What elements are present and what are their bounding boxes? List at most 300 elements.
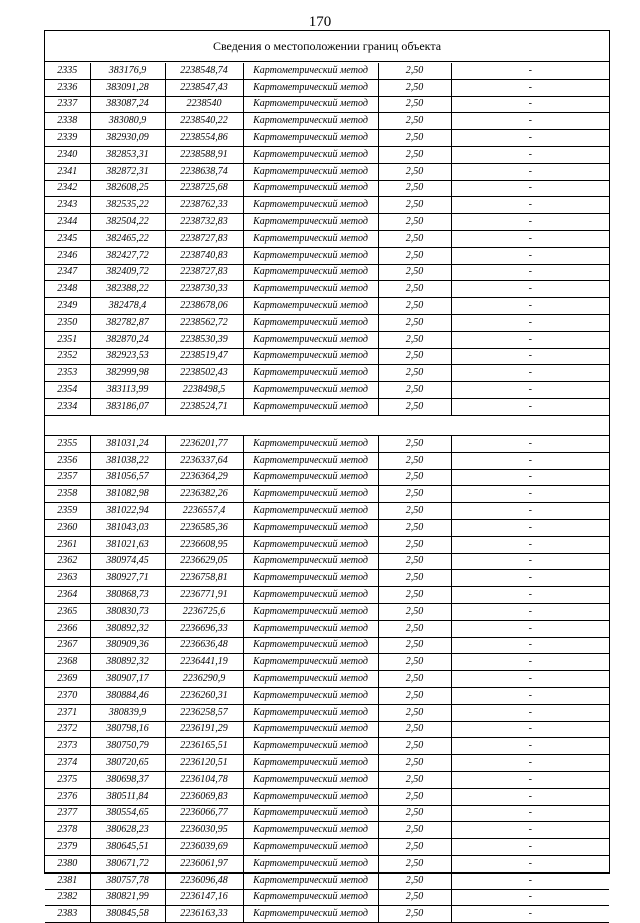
table-row bbox=[45, 503, 609, 520]
method-cell: Картометрический метод bbox=[243, 79, 378, 96]
table-row bbox=[45, 130, 609, 147]
table-row bbox=[45, 603, 609, 620]
point-number-cell: 2367 bbox=[45, 637, 90, 654]
table-row bbox=[45, 872, 609, 889]
accuracy-cell: 2,50 bbox=[378, 382, 451, 399]
coord-x-cell: 382782,87 bbox=[90, 314, 165, 331]
point-number-cell: 2352 bbox=[45, 348, 90, 365]
accuracy-cell: 2,50 bbox=[378, 180, 451, 197]
table-row bbox=[45, 146, 609, 163]
table-row bbox=[45, 197, 609, 214]
method-cell: Картометрический метод bbox=[243, 348, 378, 365]
accuracy-cell: 2,50 bbox=[378, 603, 451, 620]
method-cell: Картометрический метод bbox=[243, 906, 378, 923]
point-number-cell: 2365 bbox=[45, 603, 90, 620]
table-row bbox=[45, 382, 609, 399]
coord-x-cell: 383087,24 bbox=[90, 96, 165, 113]
accuracy-cell: 2,50 bbox=[378, 63, 451, 79]
table-row bbox=[45, 704, 609, 721]
method-cell: Картометрический метод bbox=[243, 872, 378, 889]
coord-y-cell: 2238730,33 bbox=[165, 281, 243, 298]
coord-x-cell: 382388,22 bbox=[90, 281, 165, 298]
table-row bbox=[45, 247, 609, 264]
coord-y-cell: 2238725,68 bbox=[165, 180, 243, 197]
method-cell: Картометрический метод bbox=[243, 96, 378, 113]
coord-x-cell: 382504,22 bbox=[90, 214, 165, 231]
description-cell: - bbox=[451, 503, 609, 520]
coord-x-cell: 383186,07 bbox=[90, 398, 165, 415]
table-row bbox=[45, 755, 609, 772]
table-row bbox=[45, 63, 609, 79]
coord-y-cell: 2238740,83 bbox=[165, 247, 243, 264]
coord-y-cell: 2238540 bbox=[165, 96, 243, 113]
description-cell: - bbox=[451, 264, 609, 281]
point-number-cell: 2381 bbox=[45, 872, 90, 889]
description-cell: - bbox=[451, 839, 609, 856]
method-cell: Картометрический метод bbox=[243, 331, 378, 348]
point-number-cell: 2348 bbox=[45, 281, 90, 298]
coord-y-cell: 2238530,39 bbox=[165, 331, 243, 348]
method-cell: Картометрический метод bbox=[243, 63, 378, 79]
description-cell: - bbox=[451, 687, 609, 704]
accuracy-cell: 2,50 bbox=[378, 687, 451, 704]
method-cell: Картометрический метод bbox=[243, 519, 378, 536]
table-row bbox=[45, 452, 609, 469]
point-number-cell: 2340 bbox=[45, 146, 90, 163]
coord-y-cell: 2238540,22 bbox=[165, 113, 243, 130]
point-number-cell: 2338 bbox=[45, 113, 90, 130]
coord-y-cell: 2238502,43 bbox=[165, 365, 243, 382]
accuracy-cell: 2,50 bbox=[378, 298, 451, 315]
coord-y-cell: 2236260,31 bbox=[165, 687, 243, 704]
coord-x-cell: 380671,72 bbox=[90, 855, 165, 872]
coord-y-cell: 2238762,33 bbox=[165, 197, 243, 214]
accuracy-cell: 2,50 bbox=[378, 163, 451, 180]
coord-y-cell: 2236039,69 bbox=[165, 839, 243, 856]
table-row bbox=[45, 839, 609, 856]
coord-x-cell: 380892,32 bbox=[90, 620, 165, 637]
point-number-cell: 2383 bbox=[45, 906, 90, 923]
point-number-cell: 2337 bbox=[45, 96, 90, 113]
point-number-cell: 2351 bbox=[45, 331, 90, 348]
table-row bbox=[45, 519, 609, 536]
coord-x-cell: 380554,65 bbox=[90, 805, 165, 822]
point-number-cell: 2361 bbox=[45, 536, 90, 553]
description-cell: - bbox=[451, 247, 609, 264]
point-number-cell: 2379 bbox=[45, 839, 90, 856]
table-row bbox=[45, 553, 609, 570]
description-cell: - bbox=[451, 63, 609, 79]
method-cell: Картометрический метод bbox=[243, 570, 378, 587]
coord-y-cell: 2236165,51 bbox=[165, 738, 243, 755]
point-number-cell: 2369 bbox=[45, 671, 90, 688]
method-cell: Картометрический метод bbox=[243, 704, 378, 721]
description-cell: - bbox=[451, 536, 609, 553]
coord-y-cell: 2238727,83 bbox=[165, 230, 243, 247]
description-cell: - bbox=[451, 197, 609, 214]
coord-x-cell: 380909,36 bbox=[90, 637, 165, 654]
description-cell: - bbox=[451, 348, 609, 365]
coord-y-cell: 2236096,48 bbox=[165, 872, 243, 889]
point-number-cell: 2346 bbox=[45, 247, 90, 264]
table-row bbox=[45, 331, 609, 348]
method-cell: Картометрический метод bbox=[243, 822, 378, 839]
point-number-cell: 2372 bbox=[45, 721, 90, 738]
coord-x-cell: 381022,94 bbox=[90, 503, 165, 520]
point-number-cell: 2353 bbox=[45, 365, 90, 382]
point-number-cell: 2373 bbox=[45, 738, 90, 755]
description-cell: - bbox=[451, 805, 609, 822]
coord-x-cell: 381031,24 bbox=[90, 436, 165, 452]
method-cell: Картометрический метод bbox=[243, 298, 378, 315]
description-cell: - bbox=[451, 436, 609, 452]
accuracy-cell: 2,50 bbox=[378, 587, 451, 604]
page-number: 170 bbox=[308, 14, 332, 30]
method-cell: Картометрический метод bbox=[243, 452, 378, 469]
description-cell: - bbox=[451, 570, 609, 587]
accuracy-cell: 2,50 bbox=[378, 822, 451, 839]
coord-x-cell: 381056,57 bbox=[90, 469, 165, 486]
accuracy-cell: 2,50 bbox=[378, 79, 451, 96]
table-row bbox=[45, 348, 609, 365]
coord-x-cell: 380757,78 bbox=[90, 872, 165, 889]
table-row bbox=[45, 113, 609, 130]
table-row bbox=[45, 889, 609, 906]
coord-y-cell: 2236636,48 bbox=[165, 637, 243, 654]
table-row bbox=[45, 906, 609, 923]
coord-y-cell: 2236557,4 bbox=[165, 503, 243, 520]
accuracy-cell: 2,50 bbox=[378, 146, 451, 163]
accuracy-cell: 2,50 bbox=[378, 738, 451, 755]
method-cell: Картометрический метод bbox=[243, 654, 378, 671]
accuracy-cell: 2,50 bbox=[378, 197, 451, 214]
table-row bbox=[45, 96, 609, 113]
accuracy-cell: 2,50 bbox=[378, 130, 451, 147]
accuracy-cell: 2,50 bbox=[378, 721, 451, 738]
coord-x-cell: 381038,22 bbox=[90, 452, 165, 469]
accuracy-cell: 2,50 bbox=[378, 452, 451, 469]
accuracy-cell: 2,50 bbox=[378, 671, 451, 688]
coord-y-cell: 2238732,83 bbox=[165, 214, 243, 231]
description-cell: - bbox=[451, 704, 609, 721]
coord-y-cell: 2236771,91 bbox=[165, 587, 243, 604]
coord-y-cell: 2236069,83 bbox=[165, 788, 243, 805]
method-cell: Картометрический метод bbox=[243, 281, 378, 298]
coord-x-cell: 380821,99 bbox=[90, 889, 165, 906]
method-cell: Картометрический метод bbox=[243, 486, 378, 503]
coord-x-cell: 383080,9 bbox=[90, 113, 165, 130]
point-number-cell: 2350 bbox=[45, 314, 90, 331]
point-number-cell: 2374 bbox=[45, 755, 90, 772]
table-row bbox=[45, 486, 609, 503]
table-row bbox=[45, 436, 609, 452]
method-cell: Картометрический метод bbox=[243, 738, 378, 755]
description-cell: - bbox=[451, 163, 609, 180]
accuracy-cell: 2,50 bbox=[378, 469, 451, 486]
table-row bbox=[45, 721, 609, 738]
method-cell: Картометрический метод bbox=[243, 214, 378, 231]
table-row bbox=[45, 469, 609, 486]
table-row bbox=[45, 654, 609, 671]
point-number-cell: 2354 bbox=[45, 382, 90, 399]
boundary-points-table-group-1 bbox=[45, 63, 609, 416]
coord-x-cell: 381082,98 bbox=[90, 486, 165, 503]
description-cell: - bbox=[451, 398, 609, 415]
accuracy-cell: 2,50 bbox=[378, 872, 451, 889]
coord-y-cell: 2236758,81 bbox=[165, 570, 243, 587]
coord-y-cell: 2236104,78 bbox=[165, 771, 243, 788]
method-cell: Картометрический метод bbox=[243, 314, 378, 331]
description-cell: - bbox=[451, 603, 609, 620]
table-row bbox=[45, 822, 609, 839]
point-number-cell: 2375 bbox=[45, 771, 90, 788]
description-cell: - bbox=[451, 469, 609, 486]
table-row bbox=[45, 536, 609, 553]
method-cell: Картометрический метод bbox=[243, 264, 378, 281]
point-number-cell: 2336 bbox=[45, 79, 90, 96]
coord-x-cell: 380798,16 bbox=[90, 721, 165, 738]
coord-y-cell: 2236382,26 bbox=[165, 486, 243, 503]
method-cell: Картометрический метод bbox=[243, 197, 378, 214]
accuracy-cell: 2,50 bbox=[378, 113, 451, 130]
description-cell: - bbox=[451, 314, 609, 331]
point-number-cell: 2349 bbox=[45, 298, 90, 315]
coord-y-cell: 2236163,33 bbox=[165, 906, 243, 923]
description-cell: - bbox=[451, 620, 609, 637]
table-row bbox=[45, 738, 609, 755]
accuracy-cell: 2,50 bbox=[378, 839, 451, 856]
coord-y-cell: 2236290,9 bbox=[165, 671, 243, 688]
coord-y-cell: 2236629,05 bbox=[165, 553, 243, 570]
coord-y-cell: 2236147,16 bbox=[165, 889, 243, 906]
method-cell: Картометрический метод bbox=[243, 553, 378, 570]
accuracy-cell: 2,50 bbox=[378, 264, 451, 281]
table-row bbox=[45, 214, 609, 231]
method-cell: Картометрический метод bbox=[243, 805, 378, 822]
accuracy-cell: 2,50 bbox=[378, 314, 451, 331]
coord-x-cell: 382465,22 bbox=[90, 230, 165, 247]
accuracy-cell: 2,50 bbox=[378, 620, 451, 637]
coord-y-cell: 2238588,91 bbox=[165, 146, 243, 163]
coord-x-cell: 380511,84 bbox=[90, 788, 165, 805]
accuracy-cell: 2,50 bbox=[378, 247, 451, 264]
description-cell: - bbox=[451, 872, 609, 889]
point-number-cell: 2360 bbox=[45, 519, 90, 536]
table-row bbox=[45, 365, 609, 382]
coord-y-cell: 2238524,71 bbox=[165, 398, 243, 415]
point-number-cell: 2341 bbox=[45, 163, 90, 180]
coord-x-cell: 380750,79 bbox=[90, 738, 165, 755]
description-cell: - bbox=[451, 788, 609, 805]
coord-x-cell: 380628,23 bbox=[90, 822, 165, 839]
point-number-cell: 2334 bbox=[45, 398, 90, 415]
coord-y-cell: 2236258,57 bbox=[165, 704, 243, 721]
coord-x-cell: 382930,09 bbox=[90, 130, 165, 147]
accuracy-cell: 2,50 bbox=[378, 855, 451, 872]
description-cell: - bbox=[451, 889, 609, 906]
coord-y-cell: 2236061,97 bbox=[165, 855, 243, 872]
method-cell: Картометрический метод bbox=[243, 771, 378, 788]
method-cell: Картометрический метод bbox=[243, 113, 378, 130]
method-cell: Картометрический метод bbox=[243, 180, 378, 197]
method-cell: Картометрический метод bbox=[243, 503, 378, 520]
table-row bbox=[45, 398, 609, 415]
point-number-cell: 2378 bbox=[45, 822, 90, 839]
point-number-cell: 2356 bbox=[45, 452, 90, 469]
coord-x-cell: 383091,28 bbox=[90, 79, 165, 96]
description-cell: - bbox=[451, 519, 609, 536]
table-row bbox=[45, 771, 609, 788]
accuracy-cell: 2,50 bbox=[378, 230, 451, 247]
table-row bbox=[45, 298, 609, 315]
description-cell: - bbox=[451, 180, 609, 197]
method-cell: Картометрический метод bbox=[243, 687, 378, 704]
description-cell: - bbox=[451, 654, 609, 671]
coord-y-cell: 2236120,51 bbox=[165, 755, 243, 772]
table-row bbox=[45, 79, 609, 96]
coord-x-cell: 380974,45 bbox=[90, 553, 165, 570]
point-number-cell: 2364 bbox=[45, 587, 90, 604]
coord-y-cell: 2236337,64 bbox=[165, 452, 243, 469]
method-cell: Картометрический метод bbox=[243, 247, 378, 264]
description-cell: - bbox=[451, 553, 609, 570]
coord-x-cell: 382409,72 bbox=[90, 264, 165, 281]
description-cell: - bbox=[451, 855, 609, 872]
description-cell: - bbox=[451, 146, 609, 163]
table-row bbox=[45, 805, 609, 822]
method-cell: Картометрический метод bbox=[243, 755, 378, 772]
accuracy-cell: 2,50 bbox=[378, 637, 451, 654]
point-number-cell: 2370 bbox=[45, 687, 90, 704]
method-cell: Картометрический метод bbox=[243, 163, 378, 180]
coord-y-cell: 2236201,77 bbox=[165, 436, 243, 452]
coord-y-cell: 2236696,33 bbox=[165, 620, 243, 637]
coord-x-cell: 383113,99 bbox=[90, 382, 165, 399]
description-cell: - bbox=[451, 637, 609, 654]
description-cell: - bbox=[451, 587, 609, 604]
point-number-cell: 2359 bbox=[45, 503, 90, 520]
accuracy-cell: 2,50 bbox=[378, 96, 451, 113]
point-number-cell: 2363 bbox=[45, 570, 90, 587]
accuracy-cell: 2,50 bbox=[378, 654, 451, 671]
description-cell: - bbox=[451, 738, 609, 755]
point-number-cell: 2382 bbox=[45, 889, 90, 906]
accuracy-cell: 2,50 bbox=[378, 771, 451, 788]
point-number-cell: 2377 bbox=[45, 805, 90, 822]
point-number-cell: 2366 bbox=[45, 620, 90, 637]
coord-y-cell: 2236441,19 bbox=[165, 654, 243, 671]
description-cell: - bbox=[451, 822, 609, 839]
table-row bbox=[45, 620, 609, 637]
coord-y-cell: 2238547,43 bbox=[165, 79, 243, 96]
coord-y-cell: 2238554,86 bbox=[165, 130, 243, 147]
coord-y-cell: 2236030,95 bbox=[165, 822, 243, 839]
method-cell: Картометрический метод bbox=[243, 721, 378, 738]
table-row bbox=[45, 855, 609, 872]
description-cell: - bbox=[451, 298, 609, 315]
coord-x-cell: 382853,31 bbox=[90, 146, 165, 163]
method-cell: Картометрический метод bbox=[243, 587, 378, 604]
method-cell: Картометрический метод bbox=[243, 130, 378, 147]
accuracy-cell: 2,50 bbox=[378, 788, 451, 805]
accuracy-cell: 2,50 bbox=[378, 486, 451, 503]
accuracy-cell: 2,50 bbox=[378, 889, 451, 906]
coord-x-cell: 381021,63 bbox=[90, 536, 165, 553]
coord-y-cell: 2236725,6 bbox=[165, 603, 243, 620]
coord-x-cell: 382535,22 bbox=[90, 197, 165, 214]
description-cell: - bbox=[451, 452, 609, 469]
coord-x-cell: 380907,17 bbox=[90, 671, 165, 688]
point-number-cell: 2357 bbox=[45, 469, 90, 486]
coord-y-cell: 2238498,5 bbox=[165, 382, 243, 399]
accuracy-cell: 2,50 bbox=[378, 519, 451, 536]
coord-x-cell: 382427,72 bbox=[90, 247, 165, 264]
method-cell: Картометрический метод bbox=[243, 839, 378, 856]
accuracy-cell: 2,50 bbox=[378, 704, 451, 721]
description-cell: - bbox=[451, 906, 609, 923]
coord-x-cell: 382999,98 bbox=[90, 365, 165, 382]
point-number-cell: 2355 bbox=[45, 436, 90, 452]
coord-y-cell: 2238727,83 bbox=[165, 264, 243, 281]
table-row bbox=[45, 637, 609, 654]
method-cell: Картометрический метод bbox=[243, 637, 378, 654]
coord-y-cell: 2238519,47 bbox=[165, 348, 243, 365]
coord-x-cell: 380868,73 bbox=[90, 587, 165, 604]
accuracy-cell: 2,50 bbox=[378, 436, 451, 452]
accuracy-cell: 2,50 bbox=[378, 214, 451, 231]
coord-x-cell: 380830,73 bbox=[90, 603, 165, 620]
accuracy-cell: 2,50 bbox=[378, 570, 451, 587]
coord-y-cell: 2236066,77 bbox=[165, 805, 243, 822]
accuracy-cell: 2,50 bbox=[378, 805, 451, 822]
coord-x-cell: 380720,65 bbox=[90, 755, 165, 772]
method-cell: Картометрический метод bbox=[243, 365, 378, 382]
coord-x-cell: 382608,25 bbox=[90, 180, 165, 197]
coord-y-cell: 2238548,74 bbox=[165, 63, 243, 79]
table-row bbox=[45, 163, 609, 180]
coord-x-cell: 380927,71 bbox=[90, 570, 165, 587]
point-number-cell: 2335 bbox=[45, 63, 90, 79]
accuracy-cell: 2,50 bbox=[378, 398, 451, 415]
description-cell: - bbox=[451, 113, 609, 130]
description-cell: - bbox=[451, 130, 609, 147]
description-cell: - bbox=[451, 365, 609, 382]
description-cell: - bbox=[451, 382, 609, 399]
coord-x-cell: 383176,9 bbox=[90, 63, 165, 79]
method-cell: Картометрический метод bbox=[243, 889, 378, 906]
coord-y-cell: 2236585,36 bbox=[165, 519, 243, 536]
accuracy-cell: 2,50 bbox=[378, 536, 451, 553]
accuracy-cell: 2,50 bbox=[378, 348, 451, 365]
coord-y-cell: 2238678,06 bbox=[165, 298, 243, 315]
coord-x-cell: 382872,31 bbox=[90, 163, 165, 180]
method-cell: Картометрический метод bbox=[243, 671, 378, 688]
description-cell: - bbox=[451, 755, 609, 772]
method-cell: Картометрический метод bbox=[243, 469, 378, 486]
coord-x-cell: 380839,9 bbox=[90, 704, 165, 721]
method-cell: Картометрический метод bbox=[243, 620, 378, 637]
table-title: Сведения о местоположении границ объекта bbox=[45, 31, 609, 62]
description-cell: - bbox=[451, 486, 609, 503]
coord-x-cell: 380892,32 bbox=[90, 654, 165, 671]
accuracy-cell: 2,50 bbox=[378, 553, 451, 570]
description-cell: - bbox=[451, 671, 609, 688]
method-cell: Картометрический метод bbox=[243, 603, 378, 620]
coord-x-cell: 380845,58 bbox=[90, 906, 165, 923]
point-number-cell: 2342 bbox=[45, 180, 90, 197]
accuracy-cell: 2,50 bbox=[378, 365, 451, 382]
coord-y-cell: 2236191,29 bbox=[165, 721, 243, 738]
